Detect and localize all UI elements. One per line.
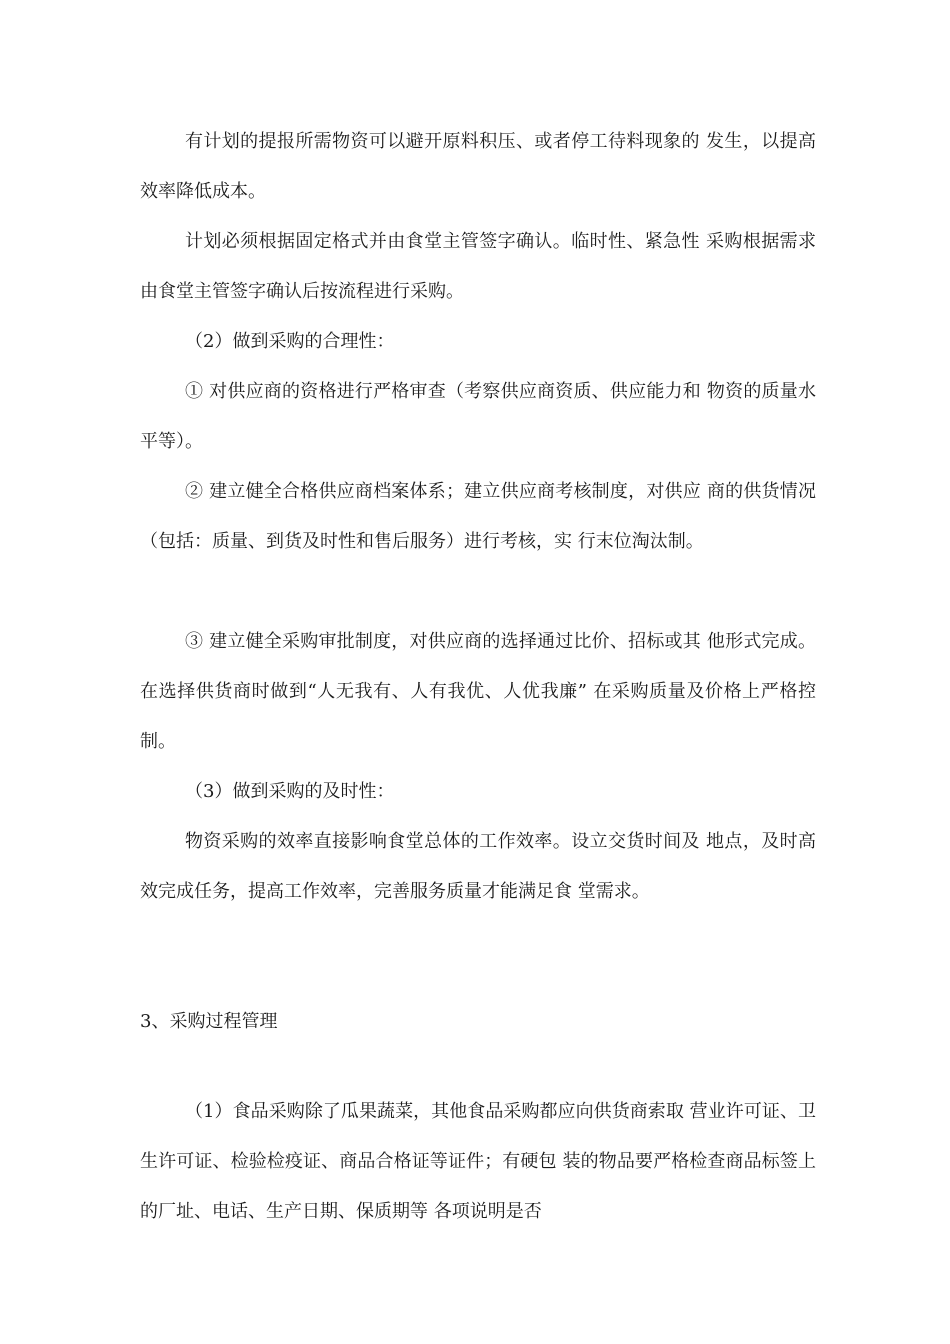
paragraph-supplier-archive: ② 建立健全合格供应商档案体系；建立供应商考核制度，对供应 商的供货情况（包括：质量、到货及时性和售后服务）进行考核，实 行末位淘汰制。 [140, 481, 816, 552]
paragraph-approval-system: ③ 建立健全采购审批制度，对供应商的选择通过比价、招标或其 他形式完成。在选择供货商时做到“人无我有、人有我优、人优我廉” 在采购质量及价格上严格控制。 [140, 631, 816, 752]
paragraph-supplier-review: ① 对供应商的资格进行严格审查（考察供应商资质、供应能力和 物资的质量水平等）。 [140, 381, 816, 452]
paragraph-planning-benefit: 有计划的提报所需物资可以避开原料积压、或者停工待料现象的 发生，以提高效率降低成本。 [140, 131, 816, 202]
paragraph-food-procurement: （1）食品采购除了瓜果蔬菜，其他食品采购都应向供货商索取 营业许可证、卫生许可证、检验检疫证、商品合格证等证件；有硬包 装的物品要严格检查商品标签上的厂址、电话、生产日期、保质期等 各项说明是否 [140, 1101, 816, 1222]
heading-timeliness: （3）做到采购的及时性： [185, 781, 395, 802]
heading-rationality: （2）做到采购的合理性： [185, 331, 395, 352]
paragraph-efficiency: 物资采购的效率直接影响食堂总体的工作效率。设立交货时间及 地点，及时高效完成任务，提高工作效率，完善服务质量才能满足食 堂需求。 [140, 831, 816, 902]
paragraph-plan-confirmation: 计划必须根据固定格式并由食堂主管签字确认。临时性、紧急性 采购根据需求由食堂主管签字确认后按流程进行采购。 [140, 231, 816, 302]
section-heading-process-management: 3、采购过程管理 [140, 1011, 278, 1032]
